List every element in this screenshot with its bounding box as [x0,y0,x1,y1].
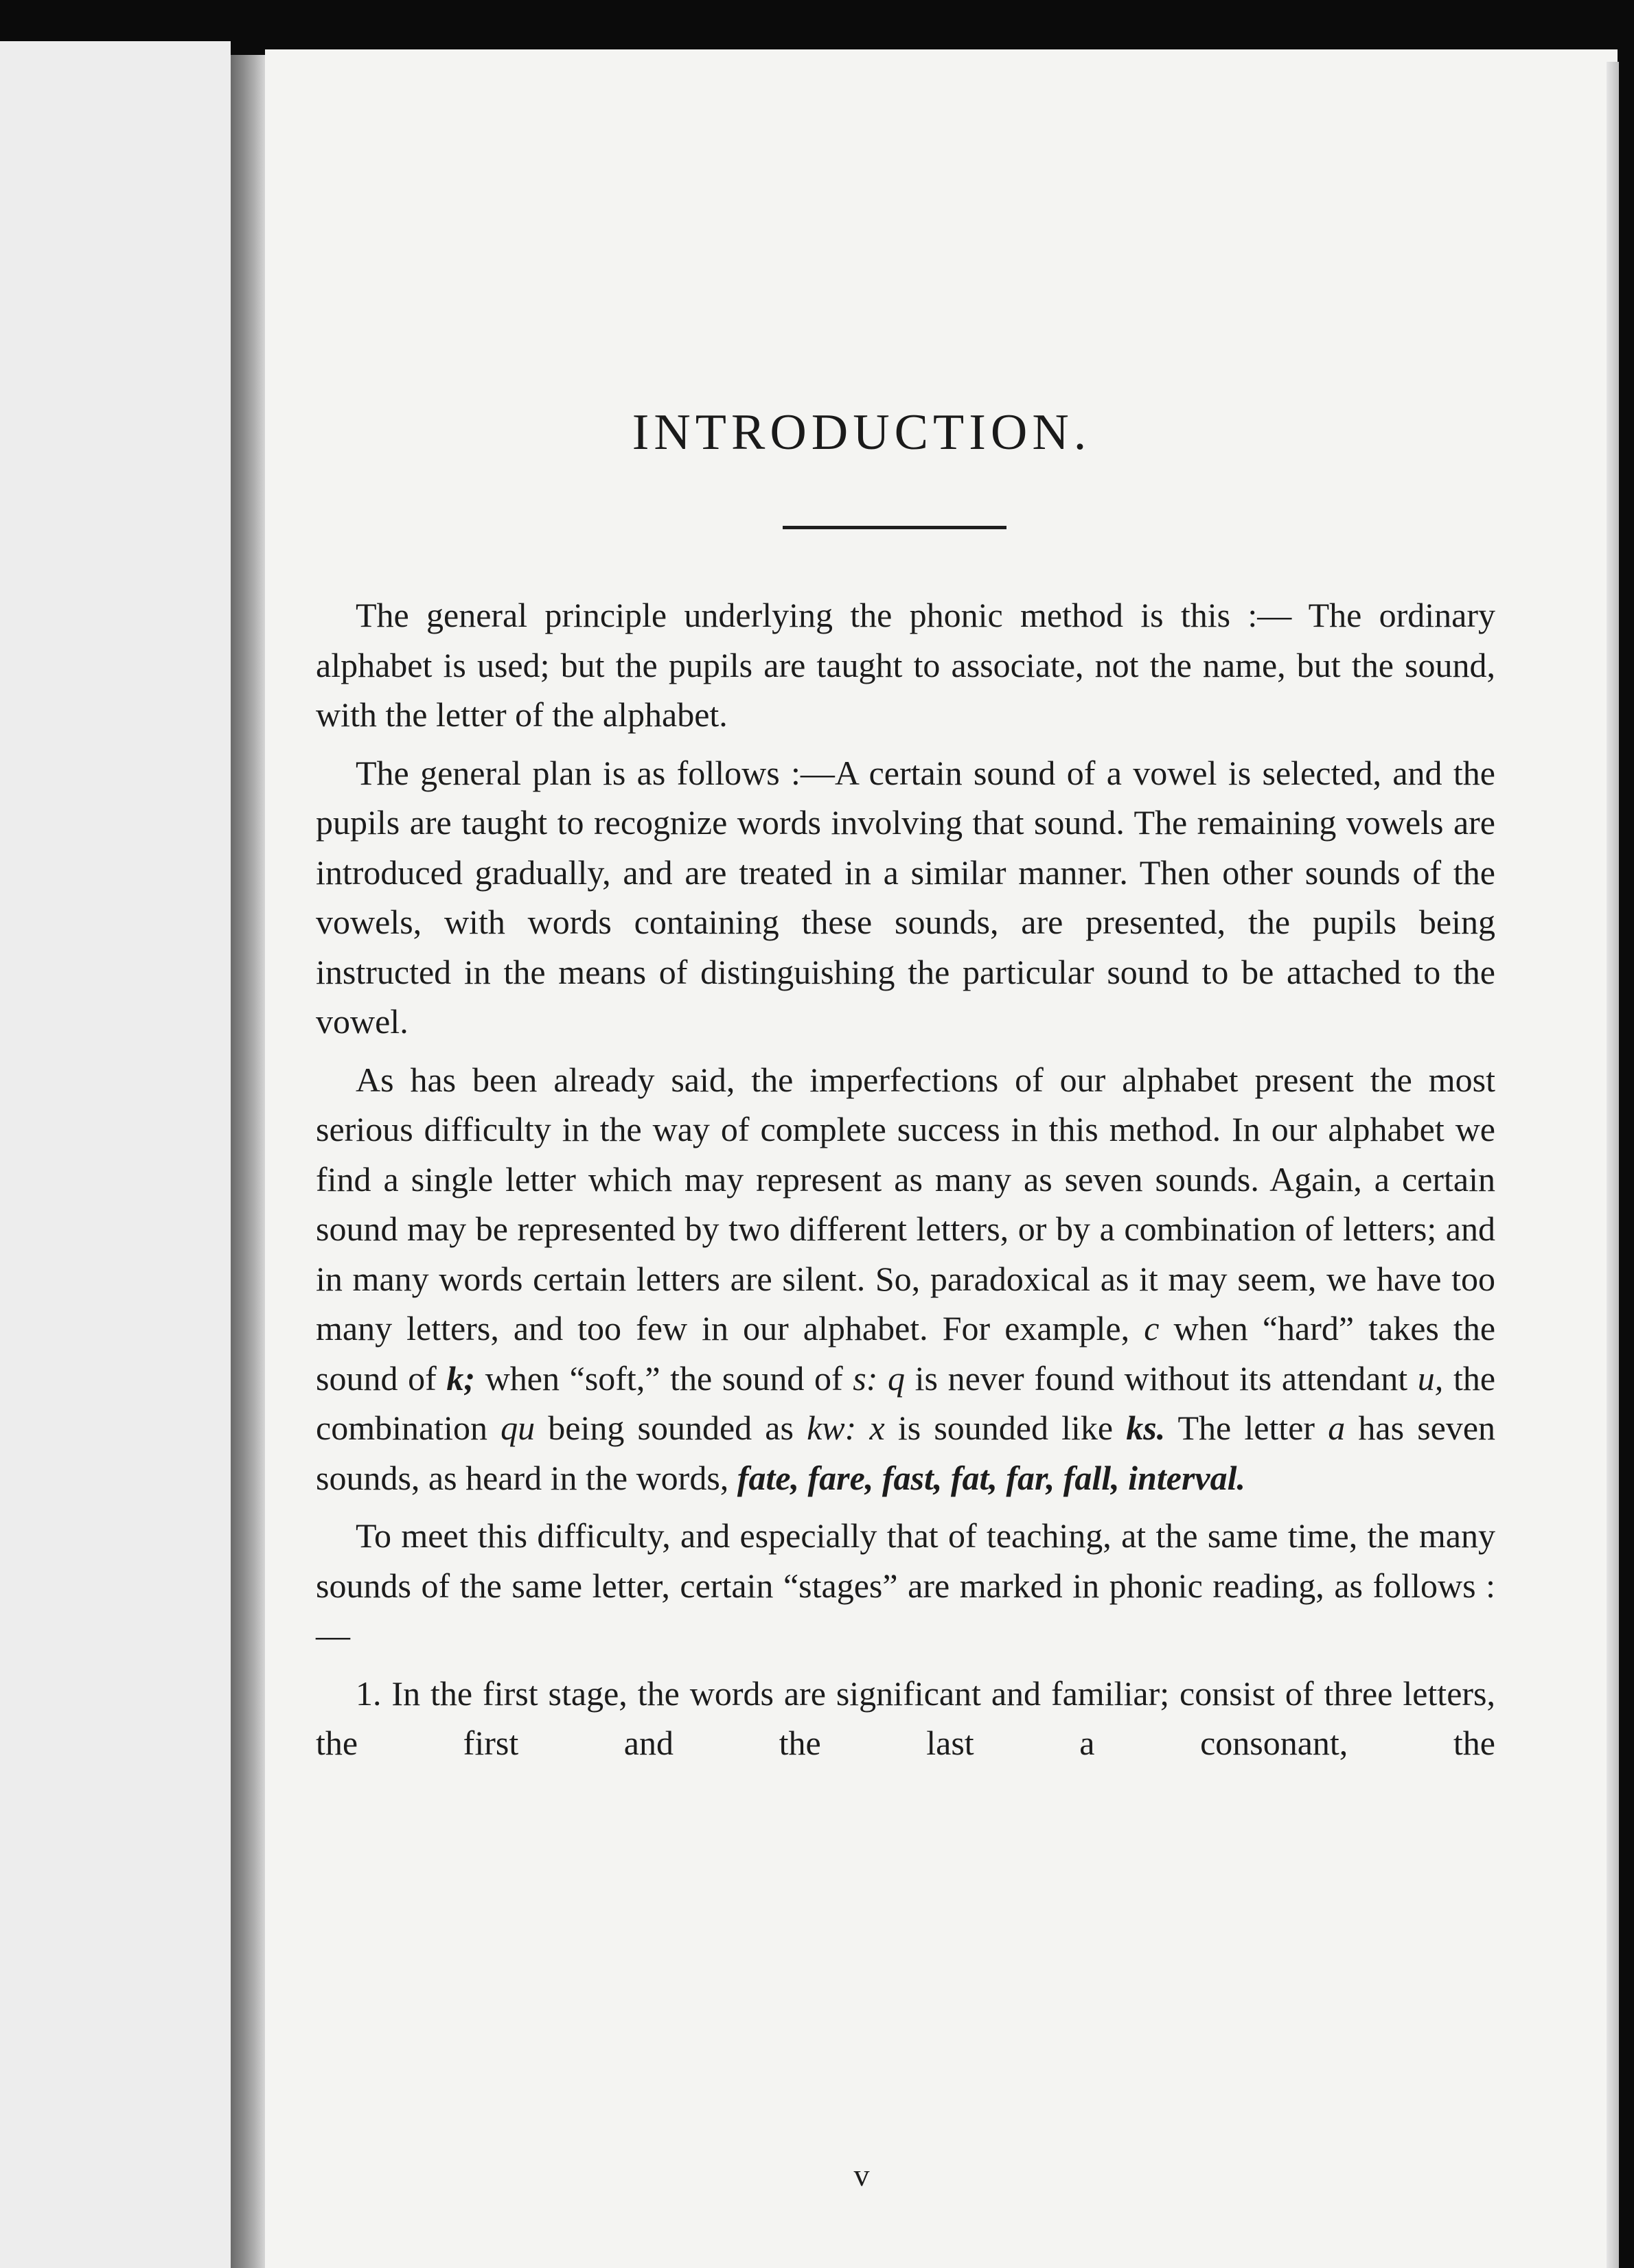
paragraph-3-text: is sounded like [897,1409,1114,1447]
paragraph-5: 1. In the first stage, the words are significant and familiar; consist of three letters, the first and the last a consonant, the [316,1674,1495,1762]
paragraph-3 [316,1055,1495,1503]
paragraph-3-text: when “hard” takes the sound of [316,1309,1496,1398]
italic-letter: kw: [807,1409,857,1447]
paragraph-3-text: being sounded as [548,1409,794,1447]
paragraph-3-text: is never found without its attendant [914,1358,1408,1398]
binding-gutter [231,55,265,2268]
italic-letter: s: [853,1358,878,1398]
italic-letter: x [869,1409,885,1447]
page-edge [1607,62,1619,2268]
italic-letter: q [888,1358,906,1398]
paragraph-3-text: the combination [316,1358,1496,1447]
page-number: v [853,2157,870,2192]
italic-letter: a [1328,1409,1346,1447]
page-title: INTRODUCTION. [632,404,1092,461]
title-rule [783,526,1006,529]
italic-letter: c [1144,1309,1160,1347]
paragraph-2: The general plan is as follows :—A certain sound of a vowel is selected, and the pupils are taught to recognize words involving that sound. The remaining vowels are introduced gradually, and are treated in a similar manner. Then other sounds of the vowels, with words containing these sounds, are presented, the pupils being instructed in the means of distinguishing the particular sound to be attached to the vowel. [316,753,1495,1041]
italic-letter: u, [1417,1358,1444,1398]
italic-letter: qu [500,1409,536,1447]
italic-letter: ks. [1126,1409,1166,1447]
paragraph-4: To meet this difficulty, and especially that of teaching, at the same time, the many sounds of the same letter, certain “stages” are marked in phonic reading, as follows :— [316,1516,1495,1654]
example-words: fate, fare, fast, fat, far, fall, interval. [737,1458,1245,1497]
paragraph-3-text: The letter [1177,1409,1315,1447]
paragraph-3-text: As has been already said, the imperfections of our alphabet present the most serious difficulty in the way of complete success in this method. In our alphabet we find a single letter which may represent as many as seven sounds. Again, a certain sound may be represented by two different letters, or by a combination of letters; and in many words certain letters are silent. So, paradoxical as it may seem, we have too many letters, and too few in our alphabet. For example, [316,1060,1495,1347]
paragraph-3-text: has seven sounds, as heard in the words, [316,1409,1496,1497]
paragraph-1: The general principle underlying the phonic method is this :— The ordinary alphabet is used; but the pupils are taught to associate, not the name, but the sound, with the letter of the alphabet. [316,596,1495,734]
facing-page-edge [0,41,231,2268]
paragraph-3-text: when “soft,” the sound of [485,1358,843,1398]
body-text [316,590,1495,1777]
italic-letter: k; [446,1358,476,1398]
